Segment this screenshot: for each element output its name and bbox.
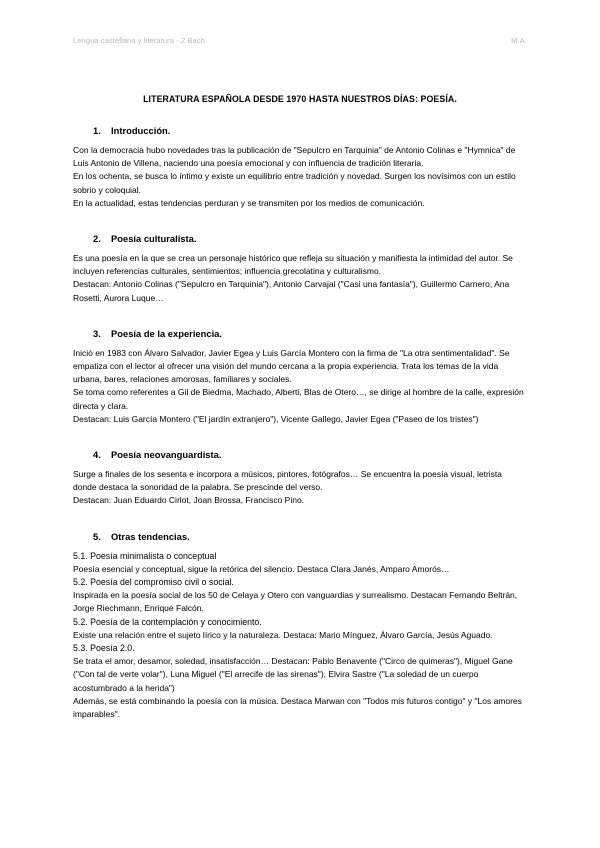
paragraph: Surge a finales de los sesenta e incorpora a músicos, pintores, fotógrafos… Se encuentra la poesía visual, letrista donde destaca la sonoridad de la palabra. Se prescinde del verso. — [73, 469, 503, 493]
section-title: Introducción. — [111, 125, 171, 136]
paragraph: Existe una relación entre el sujeto lírico y la naturaleza. Destaca: Mario Mínguez, Álvaro García, Jesús Aguado. — [73, 629, 493, 640]
section-number: 1. — [93, 125, 101, 136]
section-poesia-neovanguardista — [73, 449, 527, 508]
document-body — [73, 94, 527, 744]
paragraph: Con la democracia hubo novedades tras la publicación de "Sepulcro en Tarquinia" de Antonio Colinas e "Hymnica" de Luis Antonio de Villena, naciendo una poesía emocional y con influencia de tradición literaria. — [73, 145, 516, 169]
paragraph: Destacan: Antonio Colinas ("Sepulcro en Tarquinia"), Antonio Carvajal ("Casi una fantasía"), Guillermo Carnero, Ana Rosetti, Aurora Luque… — [73, 279, 510, 303]
header-course-label: Lengua castellana y literatura - 2 Bach. — [73, 36, 208, 45]
paragraph: Destacan: Juan Eduardo Cirlot, Joan Brossa, Francisco Pino. — [73, 495, 305, 506]
paragraph: Además, se está combinando la poesía con la música. Destaca Marwan con "Todos mis futuros contigo" y "Los amores imparables". — [73, 695, 522, 720]
section-heading — [93, 449, 527, 460]
paragraph: Inspirada en la poesía social de los 50 de Celaya y Otero con vanguardias y surrealismo. Destacan Fernando Beltrán, Jorge Riechmann, Enrique Falcón. — [73, 590, 518, 614]
header-author-initials: M.A. — [511, 36, 527, 45]
paragraph: Inició en 1983 con Álvaro Salvador, Javier Egea y Luis García Montero con la firma de "La otra sentimentalidad". Se empatiza con el lector al ofrecer una visión del mundo cercana a la propia experiencia. Trata los temas de la vida urbana, bares, relaciones amorosas, familiares y sociales. — [73, 347, 510, 385]
section-poesia-culturalista — [73, 233, 527, 305]
paragraph: Se trata el amor, desamor, soledad, insatisfacción… Destacan: Pablo Benavente ("Circo de quimeras"), Miguel Gane ("Con tal de verte volar"), Luna Miguel ("El arrecife de las sirenas"), Elvira Sastre ("La soledad de un cuerpo acostumbrado a la herida") — [73, 656, 513, 693]
section-heading — [93, 531, 527, 542]
subsection-title: 5.2. Poesía del compromiso civil o social. — [73, 577, 234, 588]
subsection-title: 5.1. Poesía minimalista o conceptual — [73, 550, 217, 561]
section-number: 4. — [93, 449, 101, 461]
section-heading — [93, 328, 527, 339]
section-poesia-experiencia — [73, 328, 527, 426]
section-title: Poesía de la experiencia. — [111, 327, 222, 339]
section-otras-tendencias — [73, 531, 527, 722]
section-introduccion — [73, 125, 527, 210]
section-number: 2. — [93, 233, 101, 245]
section-title: Poesía neovanguardista. — [111, 449, 222, 461]
paragraph: Se toma como referentes a Gil de Biedma, Machado, Alberti, Blas de Otero…, se dirige al hombre de la calle, expresión directa y clara. — [73, 387, 524, 411]
section-number: 3. — [93, 327, 101, 339]
section-title: Poesía culturalista. — [111, 233, 197, 245]
section-title: Otras tendencias. — [111, 530, 190, 542]
paragraph: Destacan: Luis García Montero ("El jardín extranjero"), Vicente Gallego, Javier Egea ("Paseo de los tristes") — [73, 413, 479, 424]
section-number: 5. — [93, 530, 101, 542]
subsection-title: 5.3. Poesía 2.0. — [73, 643, 135, 654]
document-title: LITERATURA ESPAÑOLA DESDE 1970 HASTA NUESTROS DÍAS: POESÍA. — [143, 94, 457, 104]
paragraph: Poesía esencial y conceptual, sigue la retórica del silencio. Destaca Clara Janés, Amparo Amorós… — [73, 563, 450, 574]
section-heading — [93, 233, 527, 244]
paragraph: Es una poesía en la que se crea un personaje histórico que refleja su situación y manifiesta la intimidad del autor. Se incluyen referencias culturales, sentimientos; influencia grecolatina y culturalismo. — [73, 253, 513, 277]
subsection-title: 5.2. Poesía de la contemplación y conocimiento. — [73, 616, 262, 627]
section-heading — [93, 125, 527, 136]
paragraph: En los ochenta, se busca lo íntimo y existe un equilibrio entre tradición y novedad. Surgen los novísimos con un estilo sobrio y coloquial. — [73, 171, 516, 195]
paragraph: En la actualidad, estas tendencias perduran y se transmiten por los medios de comunicación. — [73, 197, 425, 208]
